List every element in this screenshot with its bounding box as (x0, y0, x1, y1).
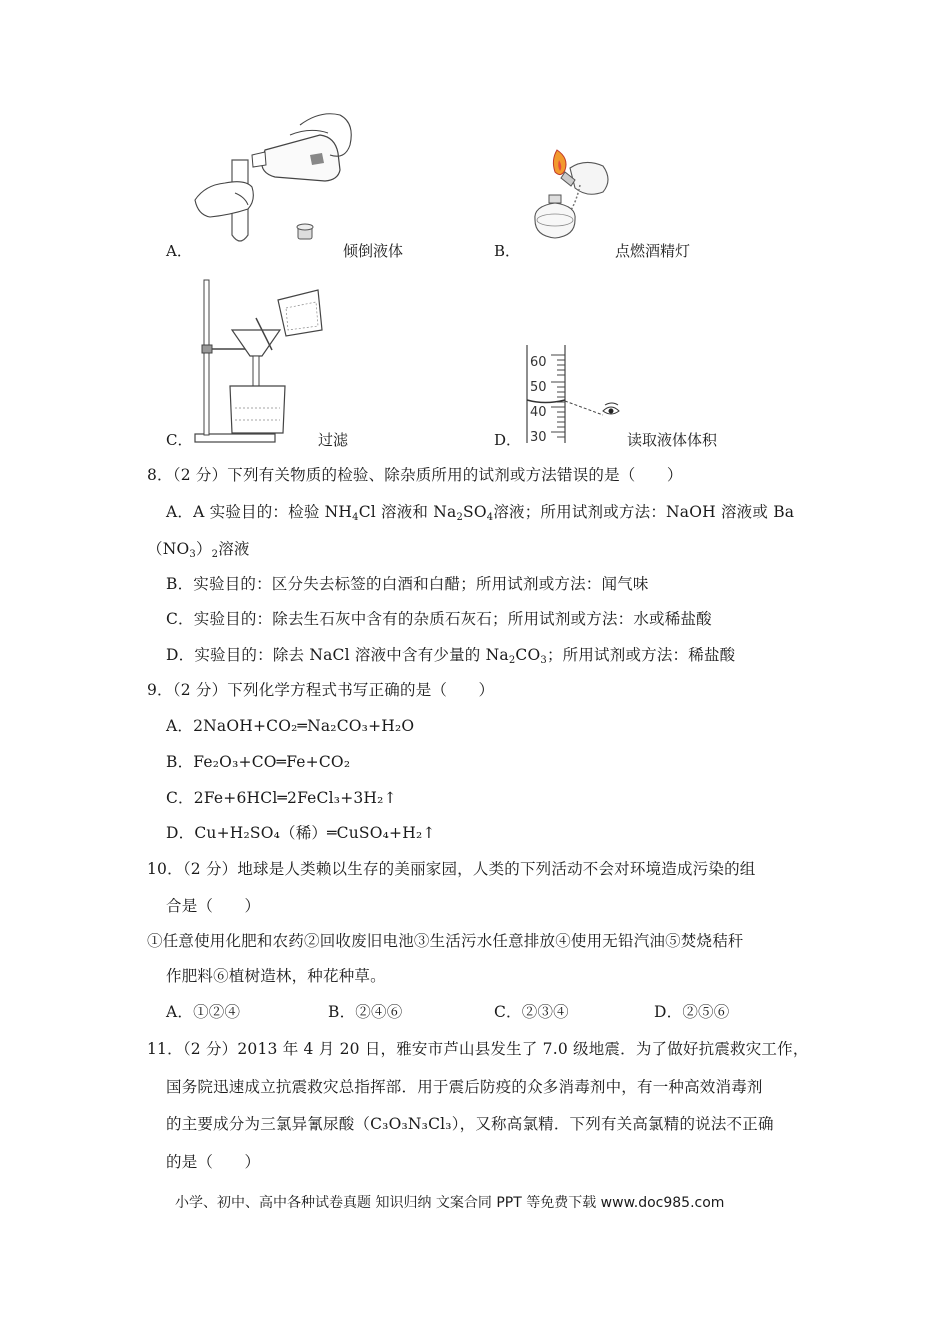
q10-option-b: B．②④⑥ (328, 1003, 403, 1021)
q9-option-c: C．2Fe+6HCl═2FeCl₃+3H₂↑ (166, 789, 397, 807)
q8-stem: 8．（2 分）下列有关物质的检验、除杂质所用的试剂或方法错误的是（ ） (147, 466, 683, 484)
figure-c-caption: 过滤 (318, 431, 349, 449)
q10-stem-line2: 合是（ ） (166, 897, 261, 915)
tick-60: 60 (530, 355, 547, 370)
q11-line1: 11．（2 分）2013 年 4 月 20 日，雅安市芦山县发生了 7.0 级地震．为了做好抗震救灾工作， (147, 1040, 809, 1058)
filtration-icon (190, 278, 330, 448)
q10-option-c: C．②③④ (494, 1003, 569, 1021)
q11-line3: 的主要成分为三氯异氰尿酸（C₃O₃N₃Cl₃），又称高氯精．下列有关高氯精的说法不正确 (166, 1115, 774, 1133)
figure-b-letter: B． (494, 242, 521, 260)
q8-option-a-line1: A．A 实验目的：检验 $NH_4Cl$ 溶液和 $Na_2SO_4$溶液；所用试剂或方法：NaOH 溶液或 Ba (166, 503, 795, 523)
q9-stem: 9．（2 分）下列化学方程式书写正确的是（ ） (147, 681, 495, 699)
q9-option-b: B．Fe₂O₃+CO═Fe+CO₂ (166, 753, 351, 771)
q10-option-a: A．①②④ (166, 1003, 241, 1021)
figure-d-caption: 读取液体体积 (627, 431, 718, 449)
q8-option-d: D．实验目的：除去 NaCl 溶液中含有少量的 $Na_2CO_3$；所用试剂或方法：稀盐酸 (166, 646, 736, 666)
q10-items-line1: ①任意使用化肥和农药②回收废旧电池③生活污水任意排放④使用无铅汽油⑤焚烧秸秆 (147, 932, 744, 950)
tick-50: 50 (530, 380, 547, 395)
figure-b-caption: 点燃酒精灯 (615, 242, 691, 260)
figure-d-letter: D． (494, 431, 522, 449)
q10-items-line2: 作肥料⑥植树造林，种花种草。 (166, 967, 386, 985)
tick-40: 40 (530, 405, 547, 420)
q9-option-a: A．2NaOH+CO₂═Na₂CO₃+H₂O (166, 717, 415, 735)
figure-a-caption: 倾倒液体 (343, 242, 404, 260)
tick-30: 30 (530, 430, 547, 445)
page-footer: 小学、初中、高中各种试卷真题 知识归纳 文案合同 PPT 等免费下载 www.doc985.com (175, 1195, 725, 1211)
q9-option-d: D．Cu+H₂SO₄（稀）═CuSO₄+H₂↑ (166, 824, 436, 842)
q10-stem-line1: 10．（2 分）地球是人类赖以生存的美丽家园，人类的下列活动不会对环境造成污染的组 (147, 860, 756, 878)
cylinder-scale (530, 350, 547, 450)
figure-a-letter: A． (166, 242, 192, 260)
q8-option-a-line2: $(NO_3)_2$溶液 (147, 540, 250, 560)
q8-option-c: C．实验目的：除去生石灰中含有的杂质石灰石；所用试剂或方法：水或稀盐酸 (166, 610, 712, 628)
q10-option-d: D．②⑤⑥ (654, 1003, 730, 1021)
figure-c-letter: C． (166, 431, 193, 449)
q11-line2: 国务院迅速成立抗震救灾总指挥部．用于震后防疫的众多消毒剂中，有一种高效消毒剂 (166, 1078, 763, 1096)
q8-option-b: B．实验目的：区分失去标签的白酒和白醋；所用试剂或方法：闻气味 (166, 575, 649, 593)
q11-line4: 的是（ ） (166, 1153, 261, 1171)
lighting-alcohol-lamp-icon (515, 140, 625, 245)
pouring-liquid-icon (190, 105, 360, 255)
